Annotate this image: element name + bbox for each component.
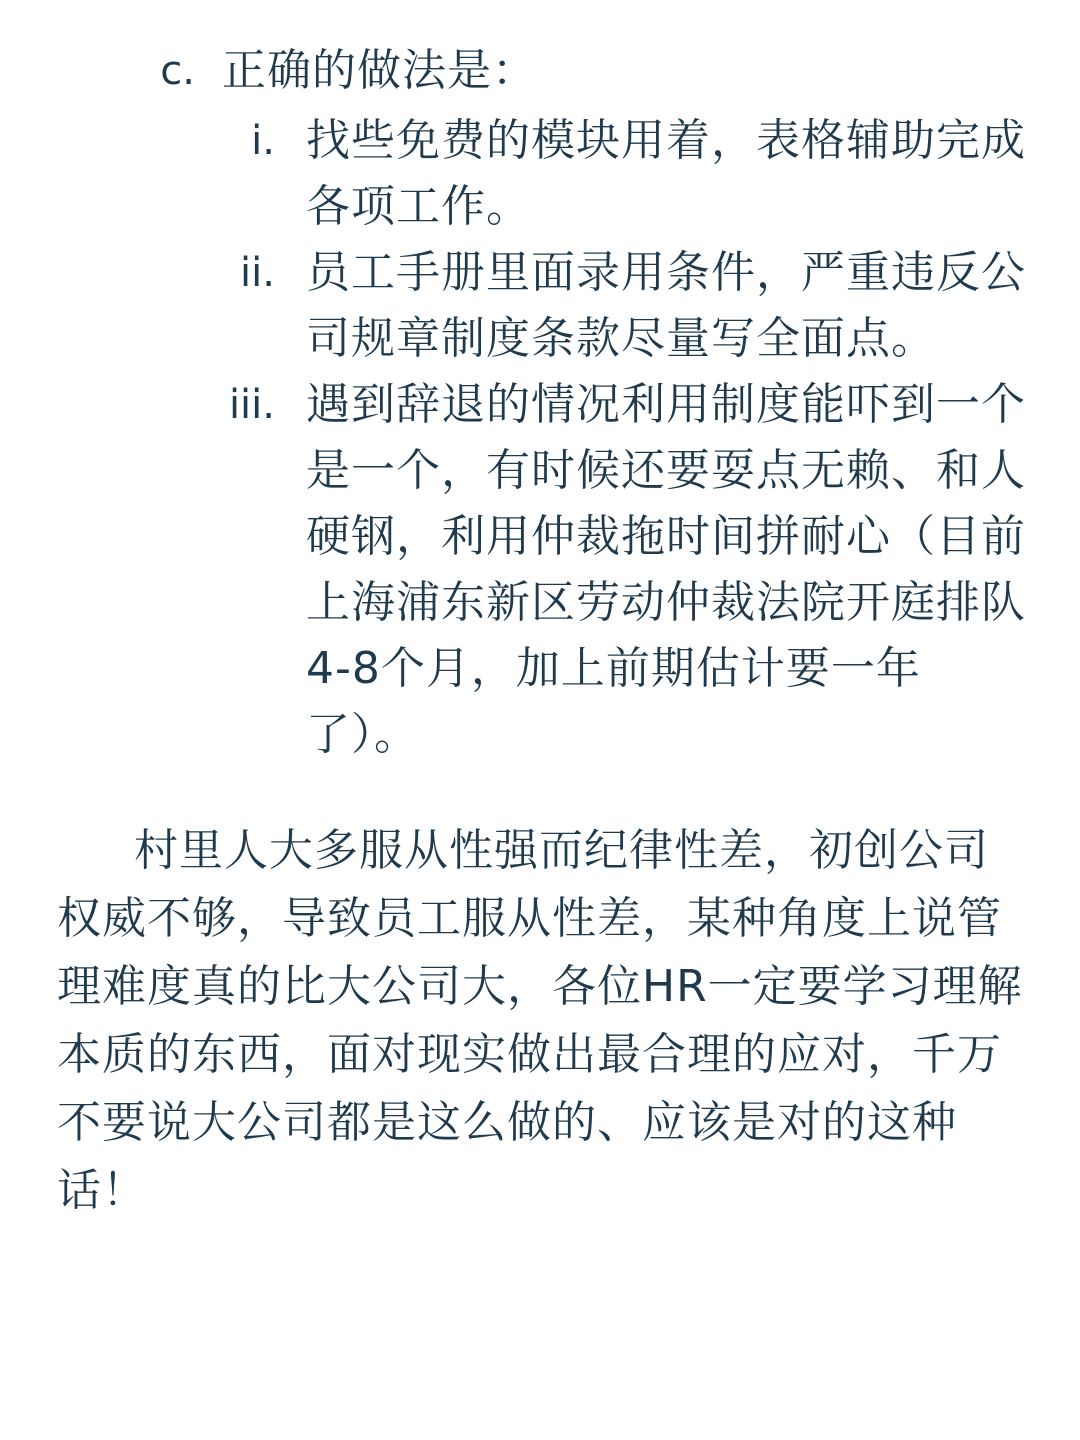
list-item-iii-text: 遇到辞退的情况利用制度能吓到一个是一个，有时候还要耍点无赖、和人硬钢，利用仲裁拖时间拼耐心（目前上海浦东新区劳动仲裁法院开庭排队4-8个月，加上前期估计要一年了）。 (306, 379, 1026, 760)
body-paragraph: 村里人大多服从性强而纪律性差，初创公司权威不够，导致员工服从性差，某种角度上说管理难度真的比大公司大，各位HR一定要学习理解本质的东西，面对现实做出最合理的应对，千万不要说大公司都是这么做的、应该是对的这种话！ (57, 825, 1023, 1216)
list-item-c-text: 正确的做法是： (222, 45, 537, 96)
list-item-i-text: 找些免费的模块用着，表格辅助完成各项工作。 (306, 115, 1026, 232)
list-marker-ii: ii. (240, 250, 275, 296)
list-item-ii-text: 员工手册里面录用条件，严重违反公司规章制度条款尽量写全面点。 (306, 247, 1026, 364)
list-marker-i: i. (251, 118, 275, 164)
list-marker-c: c. (160, 48, 195, 94)
list-marker-iii: iii. (228, 382, 275, 428)
